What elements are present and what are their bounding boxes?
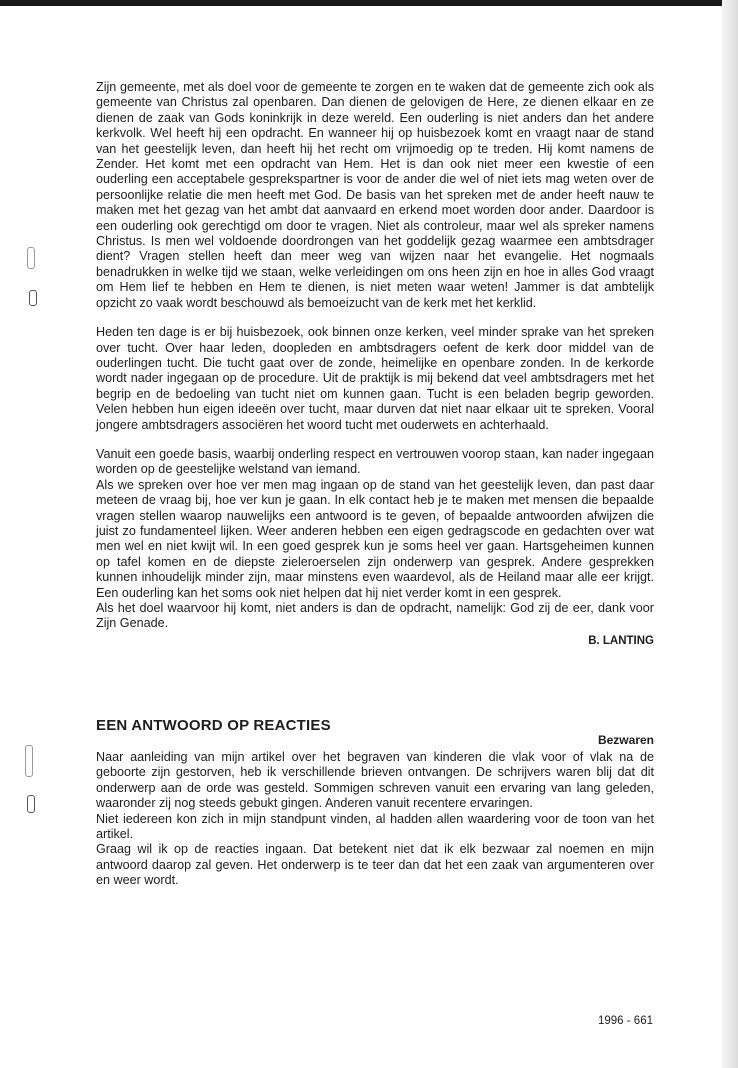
author-signature: B. LANTING <box>588 634 654 647</box>
binding-clip <box>27 795 35 813</box>
page-content <box>96 80 654 889</box>
binding-clip <box>25 745 33 777</box>
scan-right-edge <box>722 0 738 1068</box>
page-number: 1996 - 661 <box>598 1015 653 1027</box>
body-paragraph: Graag wil ik op de reacties ingaan. Dat betekent niet dat ik elk bezwaar zal noemen en mijn antwoord daarop zal geven. Het onderwerp is te teer dan dat het een zaak van argumenteren over en weer wordt. <box>96 842 654 888</box>
binding-clip <box>27 247 35 269</box>
body-paragraph: Zijn gemeente, met als doel voor de gemeente te zorgen en te waken dat de gemeente zich ook als gemeente van Christus zal openbaren. Dan dienen de gelovigen de Here, ze dienen elkaar en ze dienen de zaak van Gods koninkrijk in deze wereld. Een ouderling is niet anders dan het andere kerkvolk. Wel heeft hij een opdracht. En wanneer hij op huisbezoek komt en vraagt naar de stand van het geestelijk leven, dan heeft hij het recht om vrijmoedig op te treden. Hij komt namens de Zender. Het komt met een opdracht van Hem. Het is dan ook niet meer een kwestie of een ouderling een acceptabele gesprekspartner is voor de ander die wel of niet iets mag weten over de persoonlijke relatie die men heeft met God. De basis van het spreken met de ander heeft nauw te maken met het gezag van het ambt dat aanvaard en erkend moet worden door ander. Daardoor is een ouderling ook gerechtigd om door te vragen. Niet als controleur, maar wel als spreker namens Christus. Is men wel voldoende doordrongen van het goddelijk gezag waarmee een ambtsdrager dient? Vragen stellen heeft dan meer weg van wijzen naar het evangelie. Het nogmaals benadrukken in welke tijd we staan, welke verleidingen om ons heen zijn en hoe in alles God vraagt om Hem lief te hebben en Hem te dienen, is niet meten waar weten! Jammer is dat ambtelijk opzicht zo vaak wordt beschouwd als bemoeizucht van de kerk met het kerklid. <box>96 80 654 310</box>
body-paragraph: Naar aanleiding van mijn artikel over het begraven van kinderen die vlak voor of vlak na de geboorte zijn gestorven, heb ik verschillende brieven ontvangen. De schrijvers waren blij dat dit onderwerp aan de orde was gesteld. Sommigen schreven vanuit een ervaring van lang geleden, waaronder zij nog steeds gebukt gingen. Anderen vanuit recentere ervaringen. <box>96 750 654 811</box>
article-heading: EEN ANTWOORD OP REACTIES <box>96 717 331 735</box>
body-paragraph: Niet iedereen kon zich in mijn standpunt vinden, al hadden allen waardering voor de toon van het artikel. <box>96 811 654 842</box>
section-subheading: Bezwaren <box>597 732 654 747</box>
body-paragraph: Als het doel waarvoor hij komt, niet anders is dan de opdracht, namelijk: God zij de eer, dank voor Zijn Genade. <box>96 601 654 631</box>
binding-clip <box>29 290 37 306</box>
scan-top-edge <box>0 0 738 6</box>
body-paragraph: Als we spreken over hoe ver men mag ingaan op de stand van het geestelijk leven, dan past daar meteen de vraag bij, hoe ver kun je gaan. In elk contact heb je te maken met mensen die bepaalde vragen stellen waarop nauwelijks een antwoord is te geven, of bepaalde antwoorden afwijzen die juist zo fundamenteel lijken. Weer anderen hebben een eigen gedragscode en gedachten over wat men wel en niet kwijt wil. In een goed gesprek kun je soms heel ver gaan. Hartsgeheimen kunnen op tafel komen en de diepste zieleroerselen zijn onderwerp van gesprek. Andere gesprekken kunnen inhoudelijk minder zijn, maar minstens even waardevol, als de Heiland maar alle eer krijgt. Een ouderling kan het soms ook niet helpen dat hij niet verder komt in een gesprek. <box>96 477 654 600</box>
body-paragraph: Heden ten dage is er bij huisbezoek, ook binnen onze kerken, veel minder sprake van het spreken over tucht. Over haar leden, doopleden en ambtsdragers oefent de kerk door middel van de ouderlingen tucht. Die tucht gaat over de zonde, heimelijke en openbare zonden. In de kerkorde wordt nader ingegaan op de procedure. Uit de praktijk is mij bekend dat veel ambtsdragers met het begrip en de bedoeling van tucht niet om kunnen gaan. Tucht is een beladen begrip geworden. Velen hebben hun eigen ideeën over tucht, maar durven dat niet naar elkaar uit te spreken. Vooral jongere ambtsdragers associëren het woord tucht met ouderwets en achterhaald. <box>96 325 654 432</box>
body-paragraph: Vanuit een goede basis, waarbij onderling respect en vertrouwen voorop staan, kan nader ingegaan worden op de geestelijke welstand van iemand. <box>96 446 654 477</box>
